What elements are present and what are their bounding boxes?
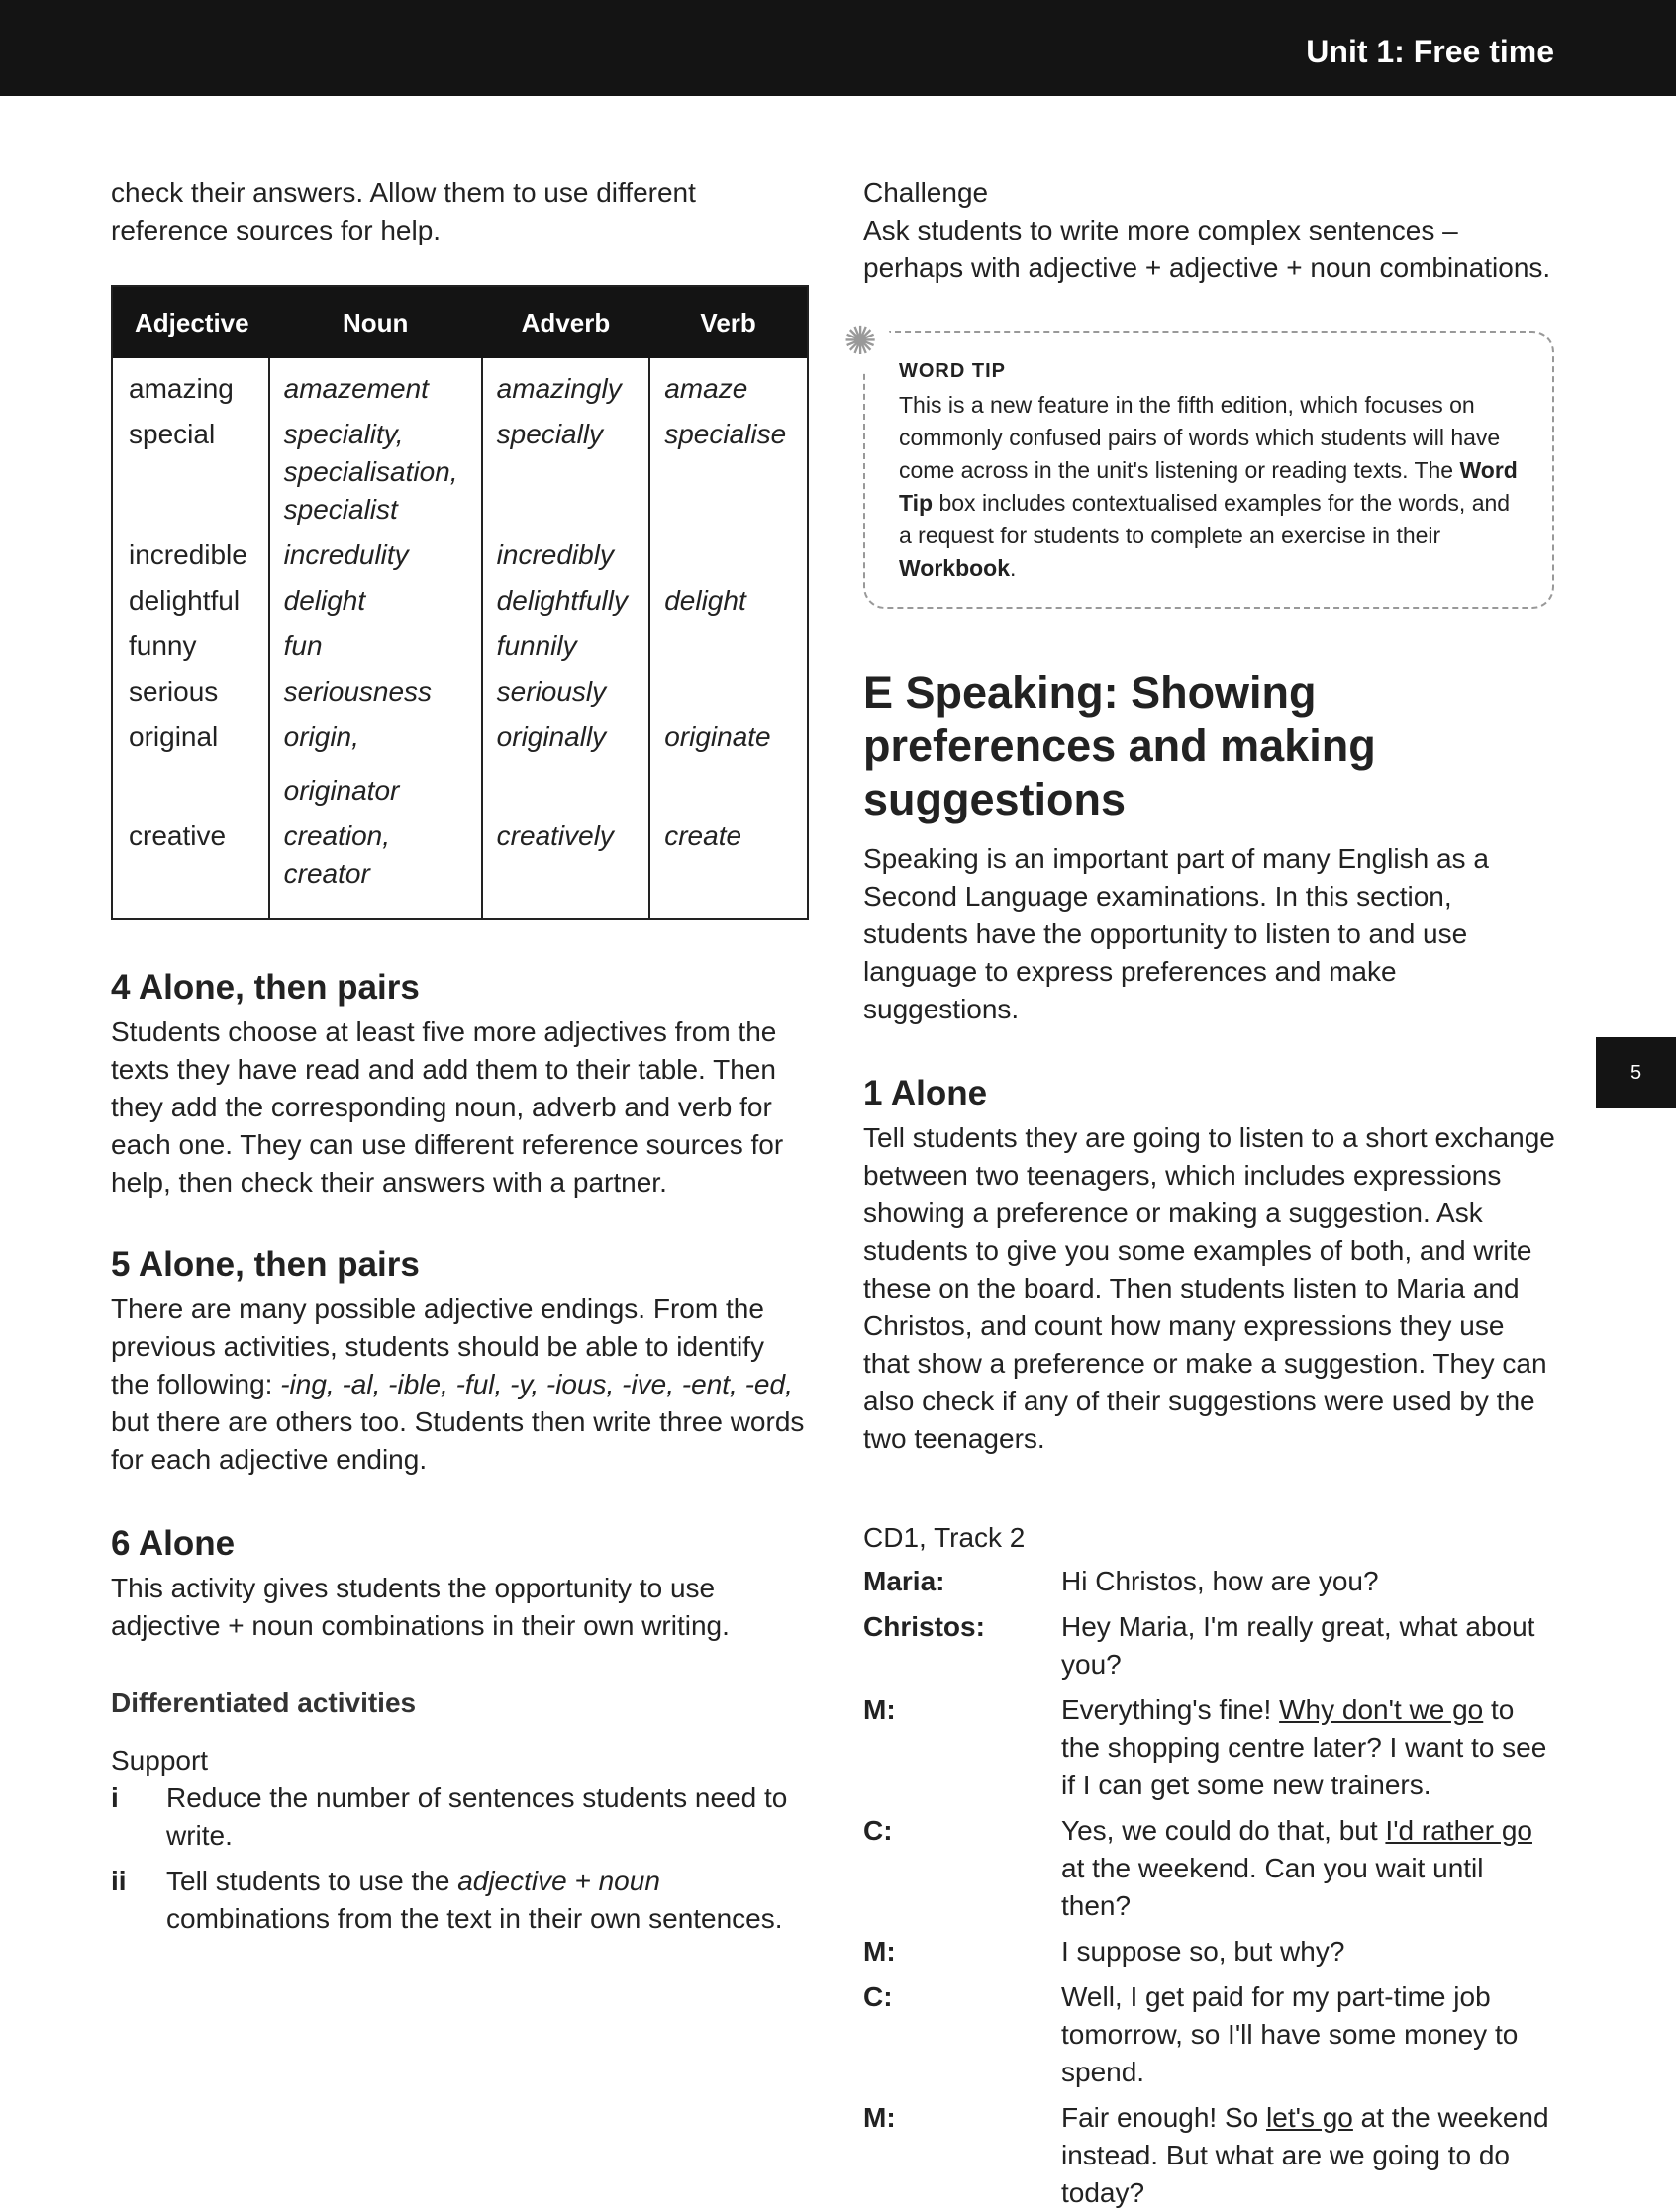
noun-cell: seriousness (269, 669, 482, 715)
adjective-cell: serious (129, 676, 219, 707)
speaker: Christos: (863, 1611, 985, 1642)
section-4-text: Students choose at least five more adjectives from the texts they have read and add them to their table. Then they add the corresponding noun, adverb and verb for each one. They can use different reference sources for help, then check their answers with a partner. (111, 1016, 784, 1198)
dialogue-line: Yes, we could do that, but I'd rather go at the weekend. Can you wait until then? (1061, 1815, 1532, 1921)
section-6-heading: 6 Alone (111, 1524, 236, 1563)
table-row (112, 814, 808, 919)
support-label: Support (111, 1745, 209, 1776)
table-header: Adjective (112, 286, 269, 358)
track-transcript (863, 1519, 1556, 2212)
dialogue-line: Everything's fine! Why don't we go to the shopping centre later? I want to see if I can get some new trainers. (1061, 1694, 1547, 1800)
list-item: i Reduce the number of sentences students need to write. (111, 1782, 788, 1851)
table-row (112, 412, 808, 532)
verb-cell: specialise (649, 412, 808, 532)
table-header: Noun (269, 286, 482, 358)
header-title: Unit 1: Free time (1306, 34, 1554, 69)
table-row (112, 532, 808, 578)
section-e-text: Speaking is an important part of many English as a Second Language examinations. In this section, students have the opportunity to listen to and use language to express preferences and make suggestions. (863, 843, 1489, 1024)
section-1-text: Tell students they are going to listen to a short exchange between two teenagers, which includes expressions showing a preference or making a suggestion. Ask students to give you some examples of both, and write these on the board. Then students listen to Maria and Christos, and count how many expressions they use that show a preference or make a suggestion. They can also check if any of their suggestions were used by the two teenagers. (863, 1122, 1555, 1454)
adjective-cell: delightful (129, 585, 241, 616)
noun-cell: fun (269, 624, 482, 669)
speaker: M: (863, 1694, 896, 1725)
section-e (863, 666, 1556, 1028)
table-row (112, 715, 808, 814)
word-forms-table (111, 285, 809, 920)
header-bar (0, 0, 1676, 96)
table-row (112, 669, 808, 715)
adjective-cell: amazing (129, 373, 234, 404)
verb-cell: delight (649, 578, 808, 624)
section-1-heading: 1 Alone (863, 1074, 988, 1112)
section-e-heading: E Speaking: Showing preferences and making suggestions (863, 667, 1376, 824)
noun-cell: creation, creator (269, 814, 482, 919)
table-row (112, 358, 808, 412)
noun-cell: speciality, specialisation, specialist (269, 412, 482, 532)
section-5-heading: 5 Alone, then pairs (111, 1245, 420, 1284)
dialogue-line: I suppose so, but why? (1061, 1936, 1345, 1967)
section-1 (863, 1072, 1556, 1458)
word-tip-title: WORD TIP (899, 360, 1006, 382)
adjective-cell: original (129, 721, 219, 752)
dialogue-line: Well, I get paid for my part-time job tomorrow, so I'll have some money to spend. (1061, 1981, 1519, 2087)
section-5 (111, 1243, 809, 1479)
word-tip-text: This is a new feature in the fifth edition, which focuses on commonly confused pairs of words which students will have come across in the unit's listening or reading texts. The Word Tip box includes contextualised examples for the words, and a request for students to complete an exercise in their Workbook. (899, 392, 1518, 581)
verb-cell (649, 532, 808, 578)
adjective-cell: incredible (129, 539, 247, 570)
adverb-cell: specially (482, 412, 650, 532)
verb-cell (649, 624, 808, 669)
table-header-row (112, 286, 808, 358)
adjective-endings: -ing, -al, -ible, -ful, -y, -ious, -ive, -ent, -ed, (280, 1369, 793, 1399)
challenge-heading: Challenge (863, 177, 989, 208)
intro-text: check their answers. Allow them to use different reference sources for help. (111, 177, 696, 245)
dialogue-line: Hey Maria, I'm really great, what about you? (1061, 1611, 1535, 1680)
noun-cell: origin, originator (269, 715, 482, 814)
adjective-cell: funny (129, 630, 197, 661)
speaker: C: (863, 1815, 893, 1846)
adjective-cell: special (129, 419, 216, 449)
speaker: C: (863, 1981, 893, 2012)
adverb-cell: delightfully (482, 578, 650, 624)
list-item: ii Tell students to use the adjective + noun combinations from the text in their own sentences. (111, 1866, 783, 1934)
section-5-text: There are many possible adjective endings. From the previous activities, students should be able to identify the following: -ing, -al, -ible, -ful, -y, -ious, -ive, -ent, -ed, but there are others too. Students then write three words for each adjective ending. (111, 1294, 805, 1475)
lightbulb-icon: ✺ (830, 311, 891, 372)
adverb-cell: funnily (482, 624, 650, 669)
challenge-text: Ask students to write more complex sentences – perhaps with adjective + adjective + noun combinations. (863, 215, 1551, 283)
differentiated-activities (111, 1684, 809, 1938)
adjective-cell: creative (129, 820, 227, 851)
section-4-heading: 4 Alone, then pairs (111, 968, 420, 1007)
left-column (111, 174, 809, 1946)
verb-cell: create (649, 814, 808, 919)
dialogue-line: Hi Christos, how are you? (1061, 1566, 1379, 1596)
noun-cell: amazement (269, 358, 482, 412)
adverb-cell: amazingly (482, 358, 650, 412)
verb-cell (649, 669, 808, 715)
right-column (843, 174, 1556, 2212)
table-row (112, 624, 808, 669)
section-4 (111, 966, 809, 1202)
differentiated-heading: Differentiated activities (111, 1687, 417, 1718)
verb-cell: originate (649, 715, 808, 814)
track-label: CD1, Track 2 (863, 1522, 1026, 1553)
table-header: Adverb (482, 286, 650, 358)
speaker: Maria: (863, 1566, 945, 1596)
section-6-text: This activity gives students the opportunity to use adjective + noun combinations in their own writing. (111, 1573, 730, 1641)
table-row (112, 578, 808, 624)
noun-cell: incredulity (269, 532, 482, 578)
adverb-cell: creatively (482, 814, 650, 919)
dialogue-line: Fair enough! So let's go at the weekend instead. But what are we going to do today? (1061, 2102, 1549, 2208)
page-number-tab: 5 (1596, 1037, 1676, 1108)
adverb-cell: incredibly (482, 532, 650, 578)
dialogue (863, 1563, 1556, 2212)
section-6 (111, 1522, 809, 1645)
adverb-cell: originally (482, 715, 650, 814)
speaker: M: (863, 1936, 896, 1967)
adverb-cell: seriously (482, 669, 650, 715)
noun-cell: delight (269, 578, 482, 624)
verb-cell: amaze (649, 358, 808, 412)
table-header: Verb (649, 286, 808, 358)
speaker: M: (863, 2102, 896, 2133)
word-tip-box (843, 320, 1554, 609)
